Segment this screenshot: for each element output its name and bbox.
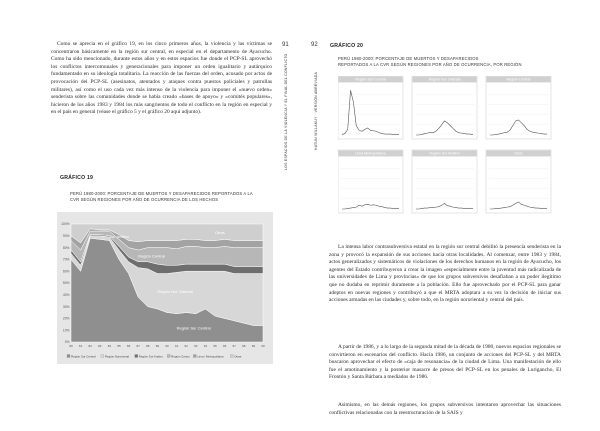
legend-label: Región Sur Andino bbox=[138, 354, 163, 359]
x-tick-label: 83 bbox=[98, 344, 102, 348]
legend-label: Región Centro bbox=[171, 354, 190, 359]
legend-swatch bbox=[193, 355, 196, 358]
panel-frame bbox=[412, 76, 477, 139]
legend-swatch bbox=[67, 355, 70, 358]
x-tick-label: 98 bbox=[242, 344, 246, 348]
chart-panel bbox=[486, 150, 551, 213]
x-tick-label: 86 bbox=[126, 344, 131, 348]
legend-swatch bbox=[135, 355, 138, 358]
legend-swatch bbox=[101, 355, 104, 358]
page-number: 91 bbox=[282, 42, 289, 48]
legend-label: Otras bbox=[234, 354, 242, 359]
x-tick-label: 00 bbox=[261, 344, 265, 348]
chart-panel bbox=[486, 76, 551, 139]
area-label: Otras bbox=[215, 229, 225, 235]
y-tick-label: 70% bbox=[62, 257, 70, 262]
panel-title: Región Central bbox=[506, 77, 531, 82]
x-tick-label: 88 bbox=[146, 344, 150, 348]
small-multiples-chart bbox=[338, 76, 553, 229]
y-tick-label: 50% bbox=[62, 281, 70, 286]
body-paragraph: Asimismo, en las demás regiones, los grupos subversivos intentaron aprovechar las situaciones conflictivas relacionadas con la reestructuración de la SAIS y bbox=[329, 402, 561, 416]
panel-title: Lima Metropolitana bbox=[355, 151, 386, 156]
y-tick-label: 0% bbox=[64, 340, 70, 345]
panel-frame bbox=[486, 76, 551, 139]
x-tick-label: 95 bbox=[213, 344, 217, 348]
panel-title: Región Nor Oriental bbox=[428, 77, 461, 82]
right-page bbox=[300, 0, 600, 431]
panel-frame bbox=[338, 150, 403, 213]
figure-title-line: REPORTADOS A LA CVR SEGÚN REGIONES POR AÑO DE OCURRENCIA, POR REGIÓN bbox=[338, 62, 522, 68]
y-tick-label: 30% bbox=[62, 304, 70, 309]
area-label: Sur Andino bbox=[109, 233, 129, 239]
running-head: LOS ESPACIOS DE LA VIOLENCIA Y EL FINAL DEL CONFLICTO bbox=[284, 53, 288, 170]
area-label: Región Sur Central bbox=[176, 325, 211, 331]
x-tick-label: 80 bbox=[69, 344, 73, 348]
figure-title bbox=[70, 191, 280, 203]
body-paragraph: La intensa labor contrasubversiva estatal en la región sur central debilitó la presencia senderista en la zona y provocó la expansión de sus acciones hacia otras localidades. Al comenzar, entre 1983 y 1984, actos generalizados y sistemáticos de violaciones de los derechos humanos en la región de Ayacucho, los agentes del Estado contribuyeron a crear la imagen «especialmente entre la juventud más radicalizada de las universidades de Lima y provincias» de que los grupos subversivos desafiaban a un poder ilegítimo que no dudaba en reprimir duramente a la población. Ello fue aprovechado por el PCP-SL para ganar adeptos en nuevas regiones y contribuyó a que el MRTA adoptara a su vez la decisión de iniciar sus acciones armadas en las ciudades y, sobre todo, en la región nororiental y central del país. bbox=[329, 244, 561, 304]
x-tick-label: 99 bbox=[251, 344, 256, 348]
y-tick-label: 80% bbox=[62, 245, 70, 250]
figure-title bbox=[338, 56, 538, 68]
x-tick-label: 91 bbox=[174, 344, 179, 348]
body-paragraph: Como se aprecia en el gráfico 19, en los cinco primeros años, la violencia y las víctimas se concentraron básicamente en la región sur central, en especial en el departamento de Ayacucho. Como ha sido mencionado, durante estos años y en estos espacios fue donde el PCP-SL aprovechó los conflictos intercomunales y generacionales para imponer un orden igualitario y autárquico fundamentado en su ideología totalitaria. La reacción de las fuerzas del orden, acusado por actos de provocación del PCP-SL (asesinatos, atentados y ataques contra puestos policiales y patrullas militares), así como el uso cada vez más intenso de la violencia para imponer el «nuevo orden» senderista sobre las comunidades donde se había creado «bases de apoyo» y «comités populares», hicieron de los años 1983 y 1984 los más sangrientos de todo el conflicto en la región en especial y en el país en general (véase el gráfico 5 y el gráfico 20 aquí adjunto). bbox=[51, 41, 272, 116]
figure-label: GRÁFICO 19 bbox=[60, 175, 94, 181]
y-tick-label: 10% bbox=[62, 328, 70, 333]
chart-panel bbox=[338, 76, 403, 139]
legend-label: Región Nororiental bbox=[104, 354, 130, 359]
x-tick-label: 87 bbox=[136, 344, 140, 348]
figure-title-line: CVR SEGÚN REGIONES POR AÑO DE OCURRENCIA DE LOS HECHOS bbox=[70, 197, 219, 203]
legend-swatch bbox=[167, 355, 170, 358]
x-tick-label: 97 bbox=[232, 344, 236, 348]
x-tick-label: 81 bbox=[78, 344, 83, 348]
legend-label: Región Sur Central bbox=[71, 354, 96, 359]
running-head: HATUN WILLAKUY · VERSIÓN ABREVIADA bbox=[314, 71, 318, 150]
chart-panel bbox=[412, 76, 477, 139]
x-tick-label: 84 bbox=[107, 344, 112, 348]
x-tick-label: 90 bbox=[165, 344, 169, 348]
x-tick-label: 82 bbox=[88, 344, 92, 348]
figure-title-line: PERÚ 1980-2000: PORCENTAJE DE MUERTOS Y DESAPARECIDOS REPORTADOS A LA bbox=[70, 191, 253, 196]
x-tick-label: 94 bbox=[203, 344, 208, 348]
chart-panel bbox=[412, 150, 477, 213]
figure-title-line: PERÚ 1980-2000: PORCENTAJE DE MUERTOS Y DESAPARECIDOS bbox=[338, 56, 479, 61]
left-page bbox=[0, 0, 289, 431]
panel-title: Región Sur Central bbox=[355, 77, 386, 82]
chart-panel bbox=[338, 150, 403, 213]
panel-title: Región Sur Andino bbox=[429, 151, 460, 156]
area-chart bbox=[57, 212, 273, 364]
area-label: Región Central bbox=[138, 253, 165, 259]
x-tick-label: 92 bbox=[184, 344, 188, 348]
body-paragraph: A partir de 1986, y a lo largo de la segunda mitad de la década de 1980, nuevos espacios regionales se convirtieron en escenarios del conflicto. Hacia 1986, un conjunto de acciones del PCP-SL y del MRTA buscaron aprovechar el efecto de «caja de resonancia» de la ciudad de Lima. Una manifestación de ello fue el amotinamiento y la posterior masacre de presos del PCP-SL en los penales de Lurigancho, El Frontón y Santa Bárbara a mediados de 1986. bbox=[329, 344, 561, 381]
y-tick-label: 40% bbox=[62, 293, 70, 297]
x-tick-label: 85 bbox=[117, 344, 121, 348]
y-tick-label: 60% bbox=[62, 269, 70, 274]
y-tick-label: 100% bbox=[61, 222, 70, 227]
x-tick-label: 96 bbox=[222, 344, 227, 348]
y-tick-label: 90% bbox=[62, 234, 70, 238]
panel-frame bbox=[486, 150, 551, 213]
legend-label: Lima / Metropolitana bbox=[197, 354, 224, 359]
area-label: Región Nor Oriental bbox=[157, 288, 193, 294]
legend-swatch bbox=[230, 355, 233, 358]
page-number: 92 bbox=[311, 42, 318, 48]
y-tick-label: 20% bbox=[62, 316, 70, 321]
panel-title: Otros bbox=[514, 151, 523, 156]
x-tick-label: 93 bbox=[194, 344, 198, 348]
x-tick-label: 89 bbox=[155, 344, 160, 348]
figure-label: GRÁFICO 20 bbox=[330, 43, 364, 49]
